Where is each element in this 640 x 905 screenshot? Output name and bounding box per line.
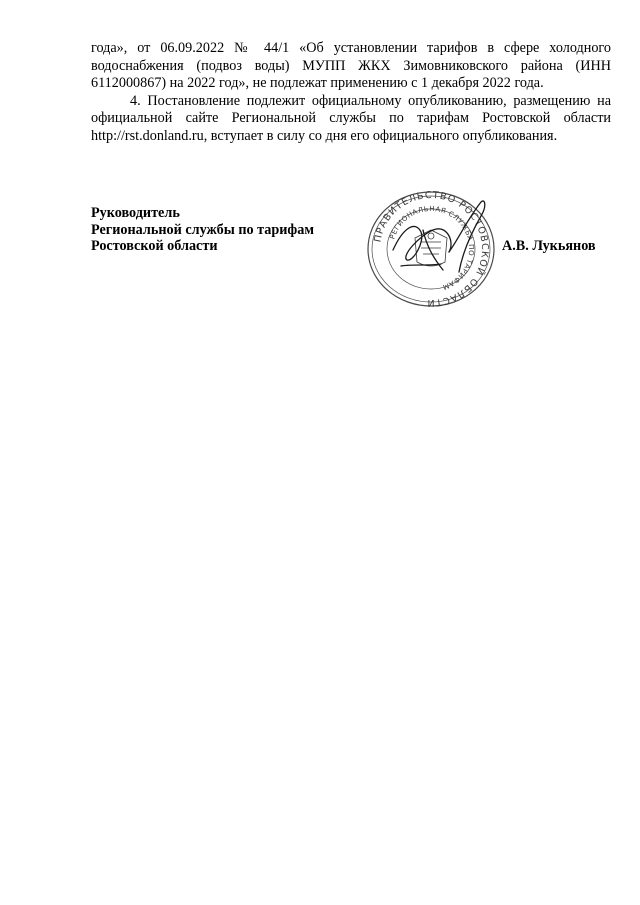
signature-position xyxy=(91,205,331,255)
seal-ring-text: ПРАВИТЕЛЬСТВО РОСТОВСКОЙ ОБЛАСТИ xyxy=(372,190,491,308)
document-body xyxy=(91,40,611,146)
seal-inner-text: РЕГИОНАЛЬНАЯ СЛУЖБА ПО ТАРИФАМ xyxy=(388,204,476,292)
signer-name: А.В. Лукьянов xyxy=(502,238,596,254)
seal-emblem xyxy=(415,230,447,266)
paragraph-continuation: года», от 06.09.2022 № 44/1 «Об установлении тарифов в сфере холодного водоснабжения (подвоз воды) МУПП ЖКХ Зимовниковского района (ИНН 6112000867) на 2022 год», не подлежат применению с 1 декабря 2022 года. xyxy=(91,40,611,92)
signature-position-line-2: Региональной службы по тарифам xyxy=(91,221,315,238)
signature-position-line-1: Руководитель xyxy=(91,205,180,221)
paragraph-item-4: 4. Постановление подлежит официальному опубликованию, размещению на официальной сайте Региональной службы по тарифам Ростовской области http://rst.donland.ru, вступает в силу со дня его официального опубликования. xyxy=(91,92,611,144)
signature-position-line-3: Ростовской области xyxy=(91,238,218,254)
official-seal-icon xyxy=(363,190,499,308)
